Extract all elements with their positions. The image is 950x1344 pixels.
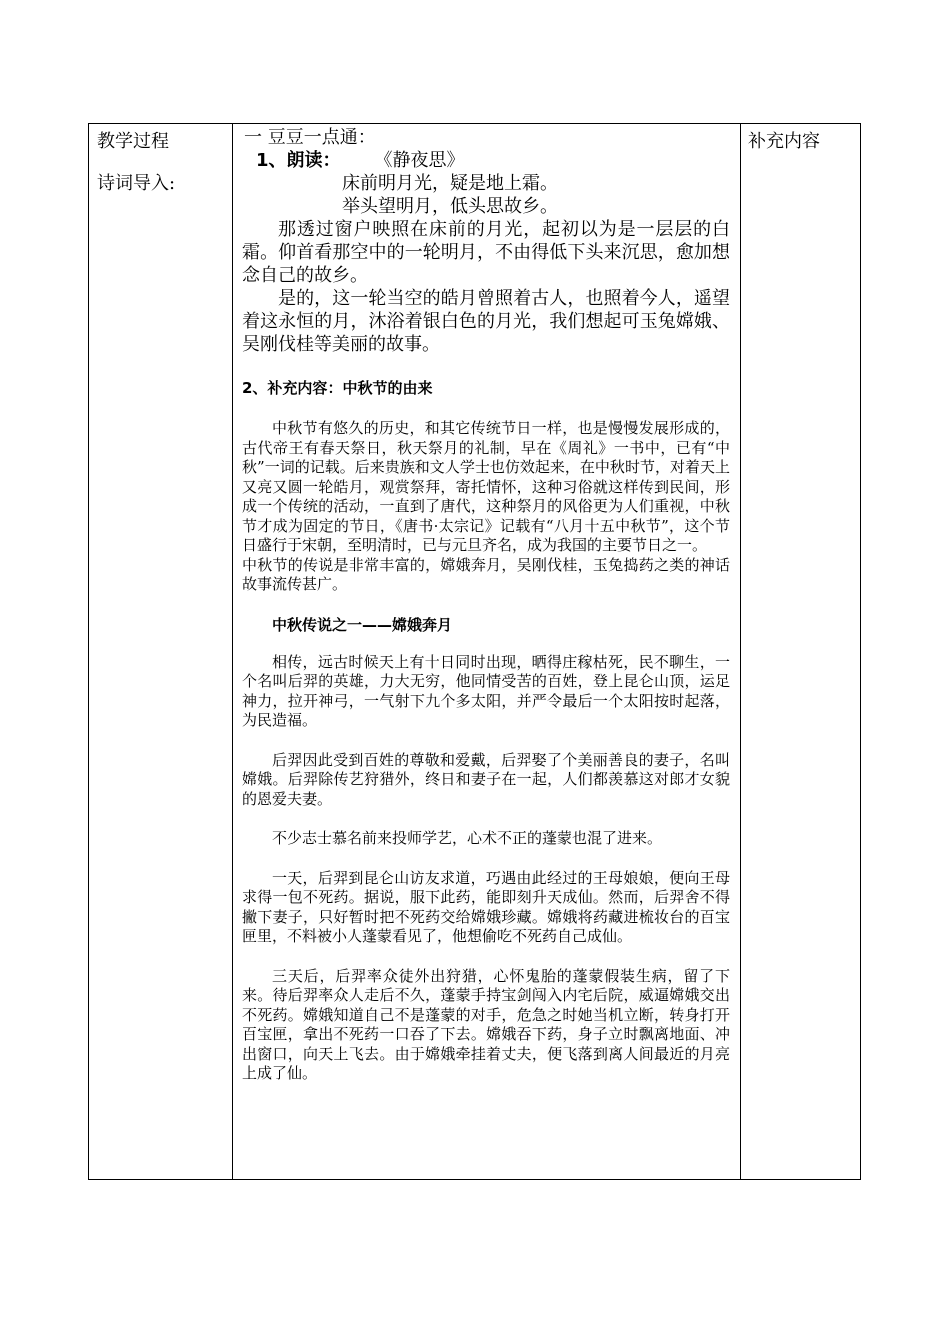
legend-heading: 中秋传说之一——嫦娥奔月 <box>272 615 453 634</box>
poem-intro-label: 诗词导入: <box>97 173 176 194</box>
supplement-heading: 2、补充内容：中秋节的由来 <box>242 379 433 397</box>
column-divider <box>740 124 741 1179</box>
section-heading: 一 豆豆一点通： <box>244 127 376 148</box>
supplement-label: 补充内容 <box>748 131 820 152</box>
teaching-process-label: 教学过程 <box>97 131 169 152</box>
reading-label: 1、朗读： <box>256 150 341 171</box>
legend-paragraph: 相传，远古时候天上有十日同时出现，晒得庄稼枯死，民不聊生，一个名叫后羿的英雄，力大无穷，他同情受苦的百姓，登上昆仑山顶，运足神力，拉开神弓，一气射下九个多太阳，并严令最后一个太阳按时起落，为民造福。 <box>242 652 730 729</box>
poem-title: 《静夜思》 <box>374 150 465 171</box>
poem-explanation: 那透过窗户映照在床前的月光，起初以为是一层层的白霜。仰首看那空中的一轮明月，不由得低下头来沉思，愈加想念自己的故乡。 <box>242 219 730 286</box>
origin-paragraph: 中秋节有悠久的历史，和其它传统节日一样，也是慢慢发展形成的，古代帝王有春天祭日，秋天祭月的礼制，早在《周礼》一书中，已有“中秋”一词的记载。后来贵族和文人学士也仿效起来，在中秋时节，对着天上又亮又圆一轮皓月，观赏祭拜，寄托情怀，这种习俗就这样传到民间，形成一个传统的活动，一直到了唐代，这种祭月的风俗更为人们重视，中秋节才成为固定的节日，《唐书·太宗记》记载有“八月十五中秋节”，这个节日盛行于宋朝，至明清时，已与元旦齐名，成为我国的主要节日之一。 <box>242 419 730 554</box>
legend-paragraph: 三天后，后羿率众徒外出狩猎，心怀鬼胎的蓬蒙假装生病，留了下来。待后羿率众人走后不久，蓬蒙手持宝剑闯入内宅后院，威逼嫦娥交出不死药。嫦娥知道自己不是蓬蒙的对手，危急之时她当机立断，转身打开百宝匣，拿出不死药一口吞了下去。嫦娥吞下药，身子立时飘离地面、冲出窗口，向天上飞去。由于嫦娥牵挂着丈夫，便飞落到离人间最近的月亮上成了仙。 <box>242 966 730 1082</box>
legends-summary: 中秋节的传说是非常丰富的，嫦娥奔月，吴刚伐桂，玉兔捣药之类的神话故事流传甚广。 <box>242 555 730 593</box>
lesson-table <box>88 123 861 1180</box>
main-content-column <box>232 124 740 1084</box>
left-column <box>89 124 232 202</box>
legend-paragraph: 后羿因此受到百姓的尊敬和爱戴，后羿娶了个美丽善良的妻子，名叫嫦娥。后羿除传艺狩猎外，终日和妻子在一起，人们都羡慕这对郎才女貌的恩爱夫妻。 <box>242 750 730 808</box>
legend-paragraph: 不少志士慕名前来投师学艺，心术不正的蓬蒙也混了进来。 <box>272 829 663 847</box>
poem-line-1: 床前明月光，疑是地上霜。 <box>342 173 558 194</box>
right-column <box>740 124 860 160</box>
poem-line-2: 举头望明月，低头思故乡。 <box>342 196 558 217</box>
poem-reflection: 是的，这一轮当空的皓月曾照着古人，也照着今人，遥望着这永恒的月，沐浴着银白色的月光，我们想起可玉兔嫦娥、吴刚伐桂等美丽的故事。 <box>242 288 730 355</box>
legend-paragraph: 一天，后羿到昆仑山访友求道，巧遇由此经过的王母娘娘，便向王母求得一包不死药。据说，服下此药，能即刻升天成仙。然而，后羿舍不得撇下妻子，只好暂时把不死药交给嫦娥珍藏。嫦娥将药藏进梳妆台的百宝匣里，不料被小人蓬蒙看见了，他想偷吃不死药自己成仙。 <box>242 868 730 945</box>
reading-line <box>242 149 730 172</box>
